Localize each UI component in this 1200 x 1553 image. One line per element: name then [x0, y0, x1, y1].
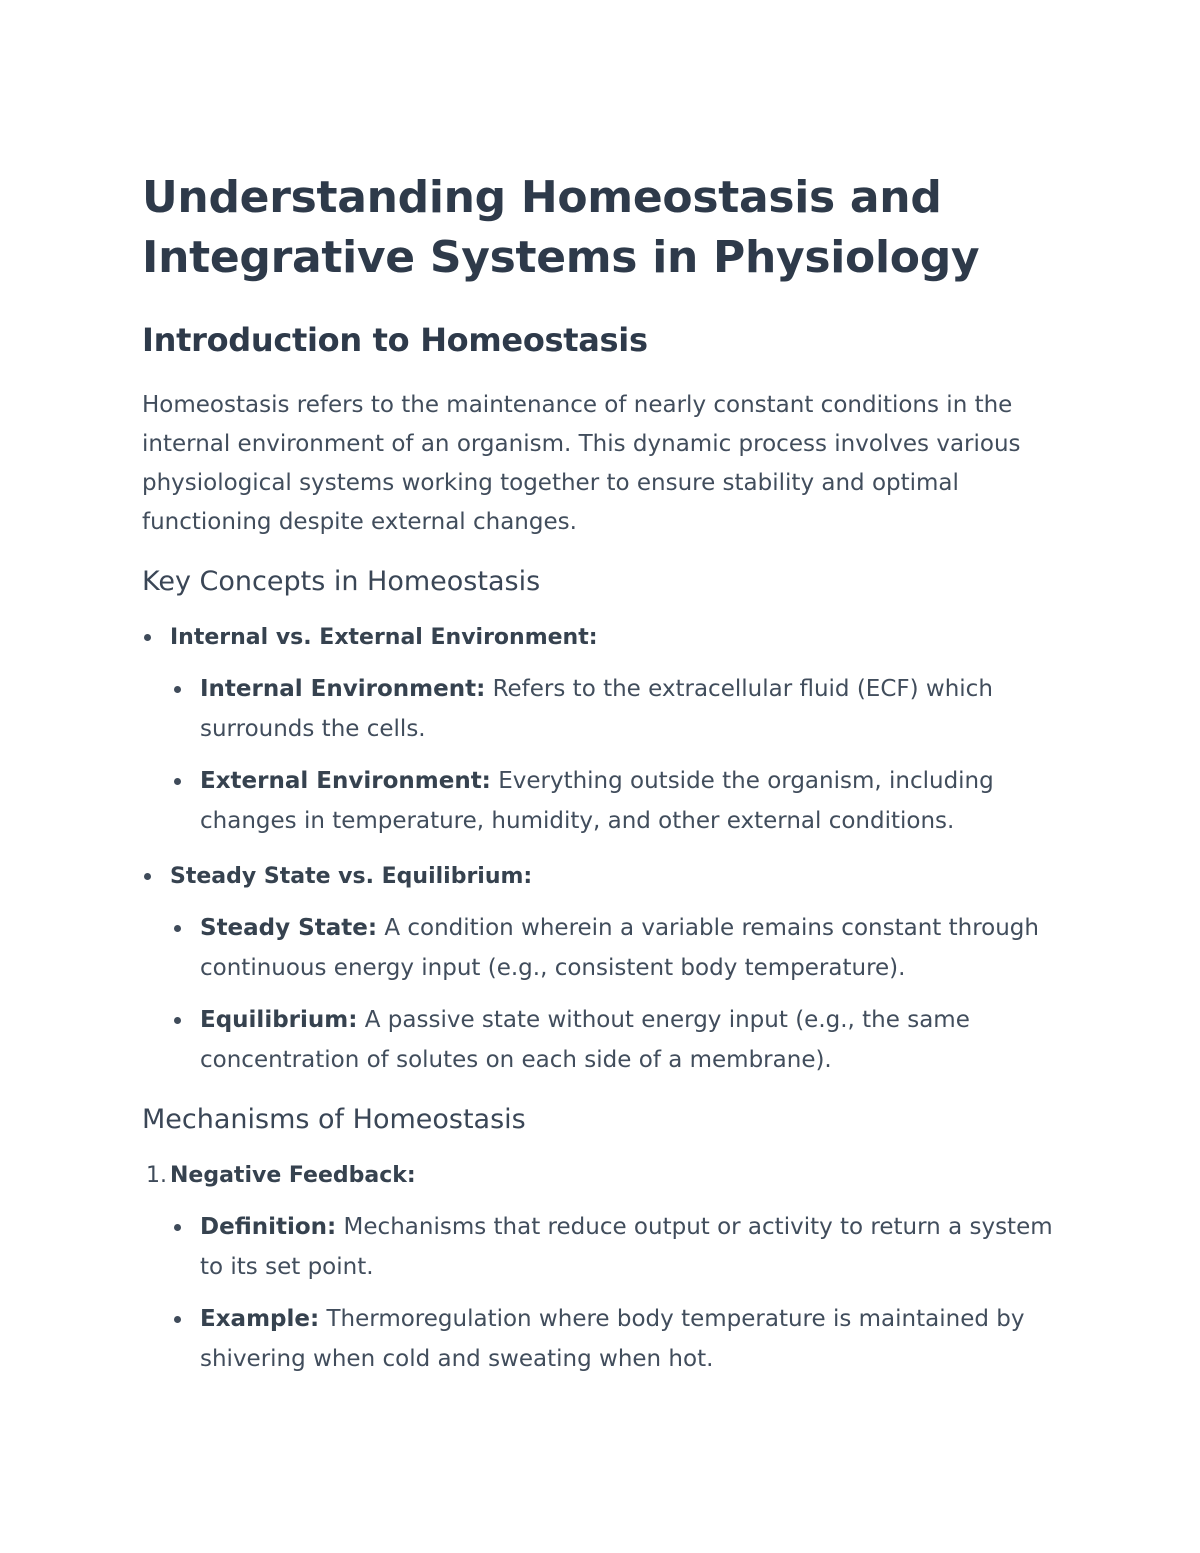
- term: Internal Environment:: [200, 676, 486, 702]
- bullet-icon: [174, 686, 181, 693]
- list-item: [142, 857, 1062, 896]
- term-description: Thermoregulation where body temperature is maintained by shivering when cold and sweating when hot.: [200, 1306, 1025, 1372]
- term-description: Refers to the extracellular fluid (ECF) which surrounds the cells.: [200, 676, 993, 742]
- term-description: A passive state without energy input (e.g., the same concentration of solutes on each side of a membrane).: [200, 1007, 970, 1073]
- mechanisms-list: [142, 1156, 1062, 1379]
- list-number: 1.: [146, 1163, 167, 1188]
- key-concepts-list: [142, 618, 1062, 1080]
- bullet-icon: [174, 778, 181, 785]
- term-description: A condition wherein a variable remains constant through continuous energy input (e.g., consistent body temperature).: [200, 915, 1039, 981]
- bullet-icon: [174, 925, 181, 932]
- list-item-label: Negative Feedback:: [170, 1163, 416, 1188]
- document-page: [142, 168, 1062, 1379]
- list-item: [142, 1156, 1062, 1195]
- term: Equilibrium:: [200, 1007, 358, 1033]
- section-heading-introduction: Introduction to Homeostasis: [142, 321, 648, 359]
- list-item: [142, 1207, 1062, 1287]
- list-item-label: Internal vs. External Environment:: [170, 625, 598, 650]
- term: External Environment:: [200, 768, 491, 794]
- list-item: [142, 669, 1062, 749]
- term: Definition:: [200, 1214, 337, 1240]
- term: Example:: [200, 1306, 320, 1332]
- intro-paragraph: Homeostasis refers to the maintenance of nearly constant conditions in the internal environment of an organism. This dynamic process involves various physiological systems working together to ensure stability and optimal functioning despite external changes.: [142, 392, 1021, 535]
- bullet-icon: [144, 873, 151, 880]
- bullet-icon: [174, 1017, 181, 1024]
- term-description: Everything outside the organism, including changes in temperature, humidity, and other external conditions.: [200, 768, 994, 834]
- bullet-icon: [174, 1224, 181, 1231]
- list-item: [142, 1299, 1062, 1379]
- subheading-mechanisms: Mechanisms of Homeostasis: [142, 1104, 526, 1135]
- term-description: Mechanisms that reduce output or activity to return a system to its set point.: [200, 1214, 1053, 1280]
- list-item: [142, 618, 1062, 657]
- list-item: [142, 908, 1062, 988]
- list-item: [142, 761, 1062, 841]
- document-title: Understanding Homeostasis and Integrative Systems in Physiology: [142, 172, 980, 283]
- term: Steady State:: [200, 915, 378, 941]
- bullet-icon: [144, 634, 151, 641]
- list-item: [142, 1000, 1062, 1080]
- subheading-key-concepts: Key Concepts in Homeostasis: [142, 566, 541, 597]
- list-item-label: Steady State vs. Equilibrium:: [170, 864, 533, 889]
- bullet-icon: [174, 1316, 181, 1323]
